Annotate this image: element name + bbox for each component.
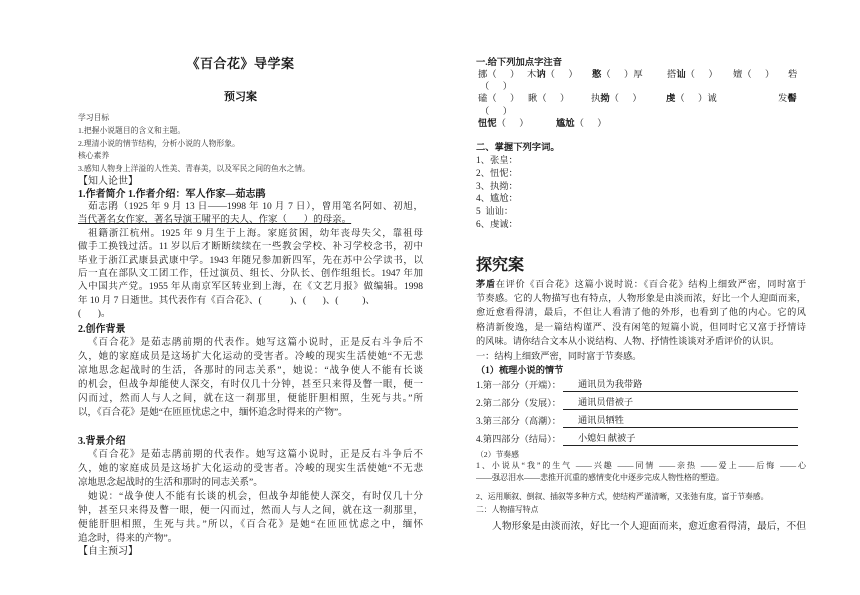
text-line: 钟，甚至只来得及瞥一眼，便一闪而过，然而人与人之间，就在这一刹那里， [78,506,423,516]
pinyin-char: 挪 [478,70,488,80]
answer-blank: （ ） [480,107,512,117]
pinyin-char: 砦 [788,70,798,80]
text-line: 1、小说从“我”的生气 ——兴趣 ——同情 ——亲热 ——爱上——后悔 ——心 [476,461,806,470]
text-line: ( )。 [78,309,111,320]
plot-label: 1.第一部分（开端）： [476,380,561,390]
critic-name: 茅盾 [476,279,496,289]
goals-heading: 学习目标 [78,113,110,122]
self-study-label: 【自主预习】 [78,546,138,557]
goal-item: 2.理清小说的情节结构，分析小说的人物形象。 [78,138,240,148]
plot-row [476,413,798,428]
answer-blank: （ ） [609,94,642,104]
pinyin-row [476,69,806,81]
text-line: 年 10 月 7 日逝世。其代表作有《百合花》、( )、( )、( )、 [78,295,375,306]
answer-blank: （ ） [574,119,607,129]
text-line: 人物形象是由淡而浓，好比一个人迎面而来，愈近愈看得清，最后，不但 [492,521,806,532]
dotted-char: 讷 [536,70,546,80]
rhythm-heading: （2）节奏感 [476,450,519,459]
answer-blank: （ ） [487,94,520,104]
answer-blank: （ ） [742,70,775,80]
text-line [476,277,806,291]
dotted-char: 憨 [592,70,602,80]
dotted-char: 忸怩 [478,119,497,129]
rhythm-point-2: 2、运用顺叙、倒叙、插叙等多种方式，使结构严谨清晰，又张弛有度，富于节奏感。 [476,492,769,501]
preview-heading: 预习案 [224,91,257,103]
right-column [476,0,806,595]
vocab-item: 3、执拗： [476,181,518,192]
pinyin-char: 发 [778,94,788,104]
text-line: 做手工换钱过活。11 岁以后才断断续续在一些教会学校、补习学校念书，初中 [78,242,423,253]
pinyin-row [476,118,806,130]
vocab-question-heading: 二、掌握下列字词。 [476,143,560,153]
plot-label: 3.第三部分（高潮）： [476,416,561,426]
pinyin-item [667,69,718,81]
plot-row [476,395,798,410]
answer-blank: （ ） [480,82,512,92]
goal-item: 3.感知人物身上洋溢的人性美、青春美，以及军民之间的鱼水之情。 [78,164,310,174]
text-line: 凉地思念起战时的生活和那时的同志关系”。 [78,478,263,488]
pinyin-item [480,81,512,93]
text-line: 《百合花》是茹志鹃前期的代表作。她写这篇小说时，正是反右斗争后不 [88,450,423,460]
pinyin-item [556,118,607,130]
text-line: 她说：“战争使人不能有长谈的机会，但战争却能使人深交，有时仅几十分 [88,492,423,502]
text-line: 的风味。请你结合文本从小说结构、人物、抒情性谈谈对矛盾评价的认识。 [476,335,780,346]
plot-label: 2.第二部分（发展）： [476,398,561,408]
text-line: 以，《百合花》是她“在匝匝忧虑之中，缅怀追念时得来的产物”。 [78,408,348,418]
answer-blank: （ ） [537,94,570,104]
text-line: 闪而过，然而人与人之间，就在这一刹那里，便能肝胆相照，生死与共。”所 [78,394,423,404]
text-line: 祖籍浙江杭州。1925 年 9 月生于上海。家庭贫困，幼年丧母失父，靠祖母 [88,228,423,239]
text-line: 《百合花》是茹志鹃前期的代表作。她写这篇小说时，正是反右斗争后不 [88,338,423,348]
learning-goals [78,112,423,176]
structure-heading: 一：结构上细致严密，同时富于节奏感。 [476,351,642,361]
pinyin-char: 木 [527,70,537,80]
answer-blank: （ ） [675,94,708,104]
pinyin-char: 磕 [478,94,488,104]
plot-label: 4.第四部分（结局）： [476,434,561,444]
dotted-char: 讪 [676,70,686,80]
plot-row [476,431,798,446]
plot-row [476,377,798,392]
answer-blank: （ ） [487,70,520,80]
text-line: 的机会，但战争却能使人深交，有时仅几十分钟，甚至只来得及瞥一眼，便一 [78,380,423,390]
pinyin-item [592,69,643,81]
pinyin-char: 诚 [707,94,717,104]
text-line: 入中国共产党。1955 年从南京军区转业到上海，在《文艺月报》做编辑。1998 [78,282,423,293]
answer-blank: （ ） [601,70,634,80]
pinyin-char: 瞅 [528,94,538,104]
background-intro-heading: 3.背景介绍 [78,436,126,447]
text-line: 便能肝胆相照，生死与共。”所以，《百合花》是她“在匝匝忧虑之中，缅怀 [78,520,423,530]
text-line: 茹志鹃（1925 年 9 月 13 日——1998 年 10 月 7 日），曾用笔名阿如、初旭， [88,202,423,212]
creation-background-paragraph [78,336,423,420]
plot-answer: 通讯员借被子 [563,396,798,410]
pinyin-row [476,106,806,118]
pinyin-item [527,69,578,81]
text-line: 追念时，得来的产物”。 [78,534,178,544]
vocab-item: 4、尴尬： [476,194,518,205]
text-line: 节奏感。它的人物描写也有特点，人物形象是由淡而浓，好比一个人迎面而来， [476,293,806,304]
text-fragment: 在评价《百合花》这篇小说时说：《百合花》结构上细致严密，同时富于 [495,279,806,289]
characters-paragraph [476,520,806,534]
dotted-char: 虔 [666,94,676,104]
pinyin-row [476,81,806,93]
pinyin-item [591,93,642,105]
explore-heading: 探究案 [476,257,525,274]
plot-answer: 通讯员牺牲 [563,414,798,428]
pinyin-item [778,93,797,105]
answer-blank: （ ） [496,119,529,129]
vocab-item: 1、张皇： [476,156,518,166]
goal-item: 1.把握小说题目的含义和主题。 [78,125,186,135]
pinyin-item [733,69,774,81]
core-competency-heading: 核心素养 [78,151,110,161]
text-line: ——强忍泪水——悲推开沉重的感情变化中逐步完成人物性格的塑造。 [476,473,724,482]
text-line: 当代著名女作家，著名导演王啸平的夫人、作家（ ）的母亲。 [78,215,352,226]
vocab-item: 6、虔诚： [476,219,518,230]
answer-blank: （ ） [545,70,578,80]
pinyin-item [478,93,519,105]
answer-blank: （ ） [685,70,718,80]
vocab-item: 2、忸怩： [476,168,518,179]
page-title: 《百合花》导学案 [186,56,295,71]
pinyin-item [480,106,512,118]
dotted-char: 拗 [600,94,610,104]
pinyin-item [788,69,797,81]
section-label-zhiren: 【知人论世】 [78,176,138,187]
pinyin-question-heading: 一.给下列加点字注音 [476,58,562,68]
pinyin-char: 搭 [667,70,677,80]
text-line: 格清新俊逸，是一篇结构谨严、没有闲笔的短篇小说，但同时它又富于抒情诗 [476,321,806,332]
text-line: 后一直在部队文工团工作，任过演员、组长、分队长、创作组组长。1947 年加 [78,269,423,280]
text-line: 毕业于浙江武康县武康中学。1943 年随兄参加新四军，先在苏中公学读书，以 [78,255,423,266]
author-paragraph [78,201,423,322]
pinyin-char: 嬗 [733,70,743,80]
plot-heading: （1）梳理小说的情节 [476,365,564,375]
text-line: 久，她的家庭成员是这场扩大化运动的受害者。冷峻的现实生活使她“不无悲 [78,352,423,362]
pinyin-item [478,69,519,81]
left-column [78,0,423,595]
dotted-char: 髻 [787,94,797,104]
text-line: 愈近愈看得清，最后，不但让人看清了他的外形，也看到了他的内心。它的风 [476,307,806,318]
plot-answer: 小媳妇 献被子 [563,432,798,446]
explore-paragraph [476,277,806,348]
text-line: 久，她的家庭成员是这场扩大化运动的受害者。冷峻的现实生活使她“不无悲 [78,464,423,474]
pinyin-char: 执 [591,94,601,104]
background-intro-paragraph [78,448,423,546]
pinyin-item [666,93,717,105]
text-line: 凉地思念起战时的生活，各那时的同志关系”，她说：“战争使人不能有长谈 [78,366,423,376]
pinyin-row [476,93,806,105]
dotted-char: 尴尬 [556,119,575,129]
pinyin-item [528,93,569,105]
pinyin-item [478,118,529,130]
vocab-item: 5 讪讪： [476,207,514,218]
rhythm-paragraph [476,460,806,484]
creation-background-heading: 2.创作背景 [78,324,126,335]
plot-answer: 通讯员为我带路 [563,378,798,392]
characters-heading: 二：人物描写特点 [476,505,539,514]
author-heading: 1.作者简介 1.作者介绍：军人作家—茹志鹃 [78,189,266,200]
vocab-list [476,155,806,232]
pinyin-char: 厚 [633,70,643,80]
